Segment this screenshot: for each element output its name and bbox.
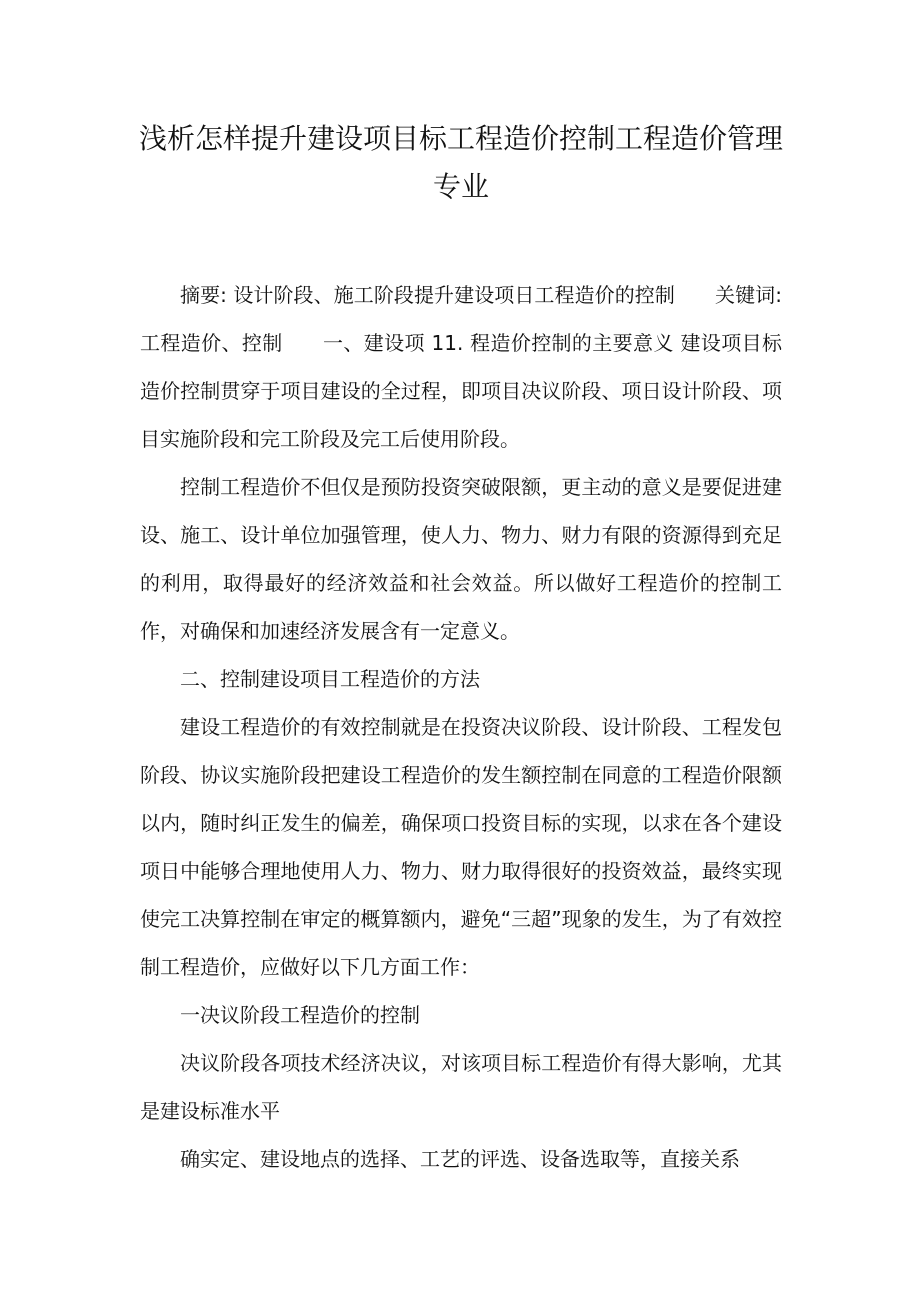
keywords-text: 关键词: 工程造价、控制 xyxy=(140,283,782,355)
section-heading-2: 二、控制建设项目工程造价的方法 xyxy=(180,667,480,691)
paragraph-method: 建设工程造价的有效控制就是在投资决议阶段、设计阶段、工程发包阶段、协议实施阶段把建设工程造价的发生额控制在同意的工程造价限额以内，随时纠正发生的偏差，确保项口投资目标的实现，以求在各个建设项日中能够合理地使用人力、物力、财力取得很好的投资效益，最终实现使完工决算控制在审定的概算额内，避免“三超”现象的发生，为了有效控制工程造价，应做好以下几方面工作： xyxy=(140,715,782,979)
document-body xyxy=(140,271,782,1183)
title-line-1: 浅析怎样提升建设项目标工程造价控制工程造价管理 xyxy=(138,122,783,155)
document-page xyxy=(140,0,782,1183)
abstract-paragraph xyxy=(140,271,782,463)
section-1-text: 一、建设项 11. 程造价控制的主要意义 建设项目标造价控制贯穿于项目建设的全过程，即项目决议阶段、项日设计阶段、项目实施阶段和完工阶段及完工后使用阶段。 xyxy=(140,331,782,451)
subsection-heading-decision: 一决议阶段工程造价的控制 xyxy=(180,1003,420,1027)
paragraph-significance: 控制工程造价不但仅是预防投资突破限额，更主动的意义是要促进建设、施工、设计单位加强管理，使人力、物力、财力有限的资源得到充足的利用，取得最好的经济效益和社会效益。所以做好工程造价的控制工作，对确保和加速经济发展含有一定意义。 xyxy=(140,475,782,643)
abstract-text: 摘要: 设计阶段、施工阶段提升建设项日工程造价的控制 xyxy=(180,283,675,307)
document-title xyxy=(131,0,791,211)
paragraph-decision: 决议阶段各项技术经济决议，对该项目标工程造价有得大影响，尤其是建设标准水平 xyxy=(140,1051,782,1123)
title-line-2: 专业 xyxy=(432,170,489,203)
paragraph-location: 确实定、建设地点的选择、工艺的评选、设备选取等，直接关系 xyxy=(180,1147,740,1171)
